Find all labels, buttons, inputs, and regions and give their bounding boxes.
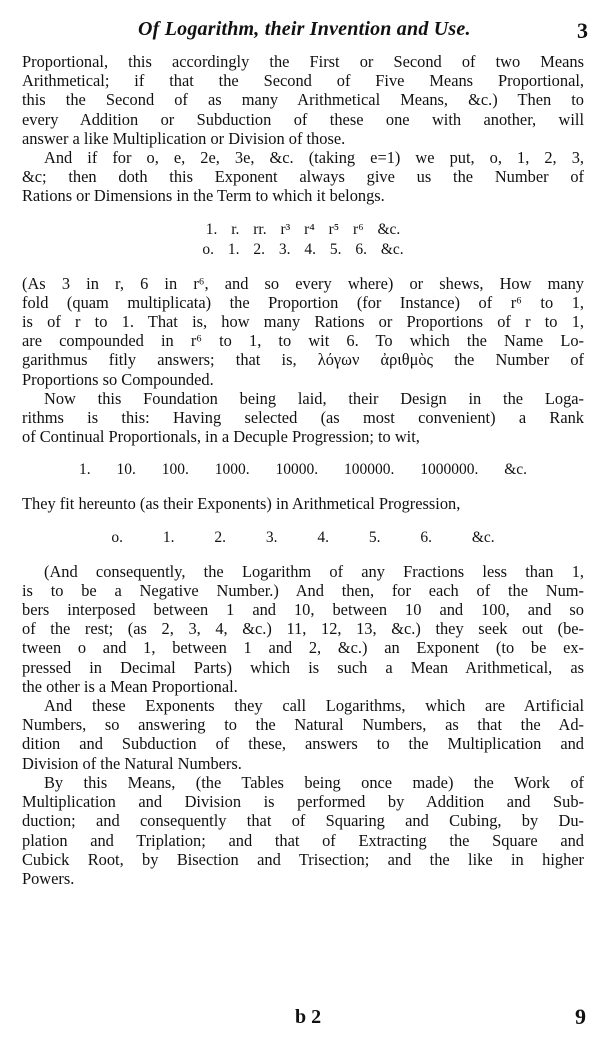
power-series: 1. r. rr. r³ r⁴ r⁵ r⁶ &c. — [205, 220, 401, 238]
paragraph-2 — [22, 148, 584, 206]
text-line: this the Second of as many Arithmetical Means, &c.) Then to — [22, 90, 584, 110]
catchword: 9 — [575, 1004, 586, 1029]
decuple-series: 1. 10. 100. 1000. 10000. 100000. 1000000. &c. — [78, 461, 528, 479]
text-line: Multiplication and Division is performed by Addition and Sub- — [22, 792, 584, 812]
text-line: And if for o, e, 2e, 3e, &c. (taking e=1) we put, o, 1, 2, 3, — [44, 148, 584, 168]
text-line: fold (quam multiplicata) the Proportion (for Instance) of r⁶ to 1, — [22, 292, 584, 312]
text-line: every Addition or Subduction of these one with another, will — [22, 109, 584, 129]
text-line: the other is a Mean Proportional. — [22, 676, 238, 696]
paragraph-4 — [22, 389, 584, 447]
paragraph-5: They fit hereunto (as their Exponents) in Arithmetical Progression, — [22, 494, 461, 514]
text-line: Powers. — [22, 868, 75, 888]
paragraph-6 — [22, 562, 584, 696]
paragraph-1 — [22, 52, 584, 148]
text-line: is to be a Negative Number.) And then, for each of the Num- — [22, 580, 584, 600]
text-line: Cubick Root, by Bisection and Trisection; and the like in higher — [22, 849, 584, 869]
text-line: are compounded in r⁶ to 1, to wit 6. To which the Name Lo- — [22, 331, 584, 351]
text-line: plation and Triplation; and that of Extracting the Square and — [22, 830, 584, 850]
text-line: duction; and consequently that of Squaring and Cubing, by Du- — [22, 811, 584, 831]
arithmetical-series: o. 1. 2. 3. 4. 5. 6. &c. — [111, 528, 495, 546]
text-line: dition and Subduction of these, answers to the Multiplication and — [22, 734, 584, 754]
page-footer — [0, 1006, 604, 1046]
paragraph-3 — [22, 274, 584, 389]
signature-mark: b 2 — [295, 1006, 322, 1028]
text-line: Proportions so Compounded. — [22, 369, 214, 389]
text-line: pressed in Decimal Parts) which is such a Mean Arithmetical, as — [22, 657, 584, 677]
text-line: tween o and 1, between 1 and 2, &c.) an Exponent (to be ex- — [22, 638, 584, 658]
text-line: Proportional, this accordingly the First or Second of two Means — [22, 52, 584, 71]
text-line: And these Exponents they call Logarithms, which are Artificial — [44, 696, 584, 716]
text-line: of the rest; (as 2, 3, 4, &c.) 11, 12, 13, &c.) they seek out (be- — [22, 619, 584, 639]
running-title: Of Logarithm, their Invention and Use. — [138, 18, 471, 40]
text-line: is of r to 1. That is, how many Rations or Proportions of r to 1, — [22, 312, 584, 332]
text-line: garithmus fitly answers; that is, λόγων ἀριθμὸς the Number of — [22, 350, 584, 370]
text-line: Arithmetical; if that the Second of Five Means Proportional, — [22, 71, 584, 91]
text-line: Rations or Dimensions in the Term to which it belongs. — [22, 186, 385, 206]
text-line: answer a like Multiplication or Division of those. — [22, 128, 346, 148]
paragraph-8 — [22, 773, 584, 888]
page-header — [0, 18, 604, 48]
text-line: Now this Foundation being laid, their Design in the Loga- — [44, 388, 584, 408]
text-line: (As 3 in r, 6 in r⁶, and so every where) or shews, How many — [22, 273, 584, 293]
paragraph-7 — [22, 696, 584, 773]
page-body — [22, 52, 584, 888]
text-line: bers interposed between 1 and 10, between 10 and 100, and so — [22, 600, 584, 620]
page-number: 3 — [577, 18, 588, 43]
text-line: of Continual Proportionals, in a Decuple Progression; to wit, — [22, 427, 420, 447]
text-line: By this Means, (the Tables being once made) the Work of — [44, 772, 584, 792]
text-line: Numbers, so answering to the Natural Numbers, as that the Ad- — [22, 715, 584, 735]
text-line: rithms is this: Having selected (as most convenient) a Rank — [22, 408, 584, 428]
text-line: &c; then doth this Exponent always give us the Number of — [22, 167, 584, 187]
text-line: Division of the Natural Numbers. — [22, 753, 242, 773]
exponent-series: o. 1. 2. 3. 4. 5. 6. &c. — [202, 240, 404, 258]
text-line: (And consequently, the Logarithm of any Fractions less than 1, — [44, 561, 584, 581]
